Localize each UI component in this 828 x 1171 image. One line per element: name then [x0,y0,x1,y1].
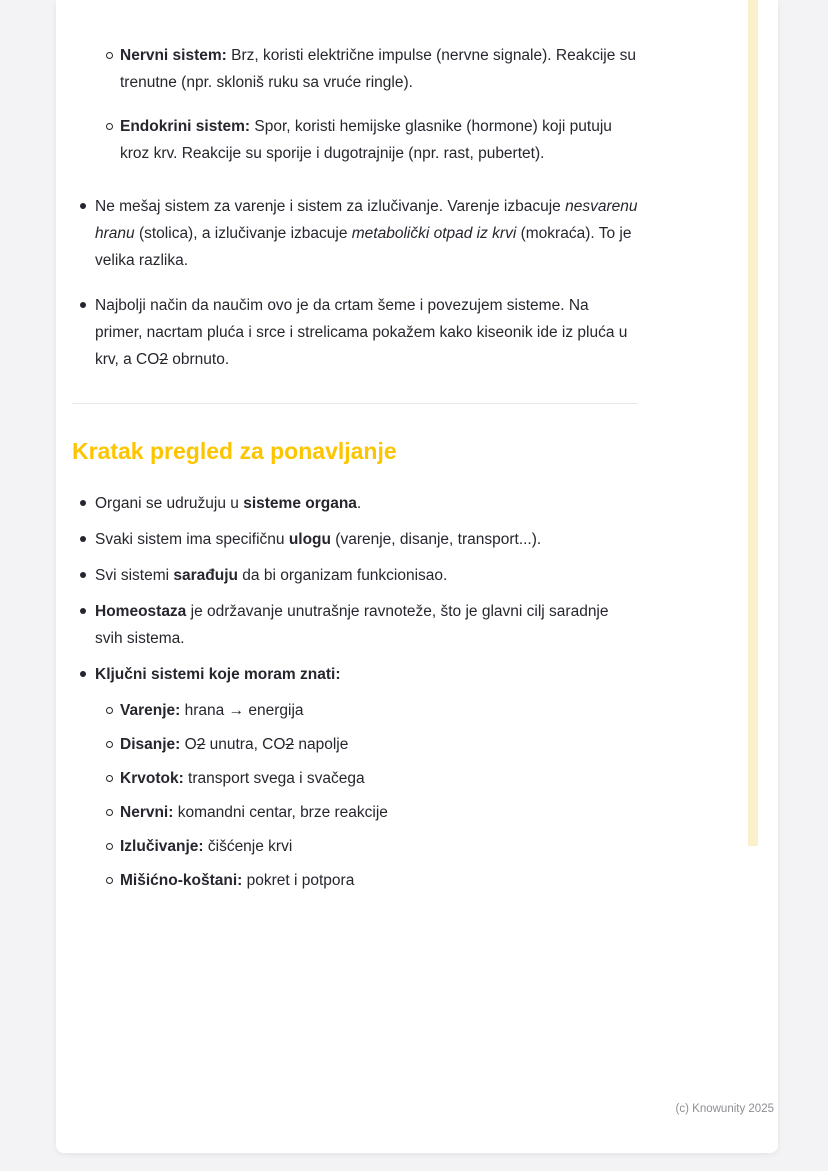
list-item [72,731,638,758]
circle-bullet-icon [106,809,113,816]
list-item [72,598,638,652]
circle-bullet-icon [106,741,113,748]
term: Nervni: [120,804,174,821]
term: Izlučivanje: [120,838,204,855]
bullet-icon [80,572,86,578]
list-item-text [95,490,638,517]
page-content [72,42,638,901]
text: obrnuto. [167,351,230,368]
circle-bullet-icon [106,775,113,782]
list-item-text [120,765,638,792]
text: čišćenje krvi [203,838,293,855]
text: unutra, CO [205,736,286,753]
text: O [180,736,197,753]
circle-bullet-icon [106,123,113,130]
term: sarađuju [173,567,238,584]
key-systems-list [72,697,638,894]
tips-list [72,193,638,373]
list-item [72,799,638,826]
text: Spor, koristi hemijske glasnike (hormone) koji putuju kroz krv. Reakcije su sporije i dugotrajnije (npr. rast, pubertet). [120,118,612,162]
list-item [72,526,638,553]
italic-text: metabolički otpad iz krvi [351,225,517,242]
italic-text: nesvarenu hranu [95,198,638,242]
bullet-icon [80,608,86,614]
list-item [72,833,638,860]
term: Homeostaza [95,603,187,620]
list-item [72,867,638,894]
list-item-text [120,799,638,826]
text: hrana → energija [180,702,304,719]
term: Mišićno-koštani: [120,872,243,889]
list-item-text [95,193,638,274]
text: Ne mešaj sistem za varenje i sistem za izlučivanje. Varenje izbacuje [95,198,566,215]
text: (varenje, disanje, transport...). [331,531,542,548]
circle-bullet-icon [106,843,113,850]
text: Svaki sistem ima specifičnu [95,531,289,548]
circle-bullet-icon [106,52,113,59]
section-divider [72,403,638,404]
document-page [56,0,778,1153]
list-item [72,193,638,274]
review-list [72,490,638,688]
text: je održavanje unutrašnje ravnoteže, što je glavni cilj saradnje svih sistema. [95,603,609,647]
bullet-icon [80,203,86,209]
subscript-two: 2 [285,736,295,753]
text: komandni centar, brze reakcije [173,804,388,821]
list-item [72,765,638,792]
circle-bullet-icon [106,707,113,714]
list-item-text [120,867,638,894]
text: . [356,495,362,512]
text: da bi organizam funkcionisao. [237,567,448,584]
text: transport svega i svačega [183,770,365,787]
term: Endokrini sistem: [120,118,251,135]
term: Varenje: [120,702,181,719]
bullet-icon [80,500,86,506]
term: Krvotok: [120,770,184,787]
list-item-text [120,731,638,758]
term: Nervni sistem: [120,47,227,64]
bullet-icon [80,302,86,308]
text: Organi se udružuju u [95,495,244,512]
subscript-two: 2 [159,351,168,368]
text: (mokraća). To je velika razlika. [95,225,632,269]
text: pokret i potpora [242,872,355,889]
term: Disanje: [120,736,181,753]
term: ulogu [288,531,331,548]
list-item-text [120,113,638,167]
circle-bullet-icon [106,877,113,884]
text: Svi sistemi [95,567,174,584]
accent-stripe [748,0,758,846]
list-item [72,292,638,373]
list-item [72,42,638,96]
list-item-text [95,526,638,553]
list-item [72,490,638,517]
footer-credit: (c) Knowunity 2025 [675,1103,774,1115]
bullet-icon [80,671,86,677]
term: sisteme organa [243,495,357,512]
list-item-text [95,292,638,373]
text: napolje [294,736,349,753]
list-item [72,113,638,167]
list-item [72,661,638,688]
section-heading: Kratak pregled za ponavljanje [72,438,397,464]
text: Najbolji način da naučim ovo je da crtam šeme i povezujem sisteme. Na primer, nacrtam pluća i srce i strelicama pokažem kako kiseonik ide iz pluća u krv, a CO [95,297,628,368]
list-item-text [120,833,638,860]
list-item [72,562,638,589]
list-item-text [95,661,638,688]
text: Brz, koristi električne impulse (nervne signale). Reakcije su trenutne (npr. skloniš ruku sa vruće ringle). [120,47,637,91]
list-item-text [95,562,638,589]
list-item-text [120,697,638,724]
text: (stolica), a izlučivanje izbacuje [134,225,352,242]
system-compare-list [72,42,638,167]
list-item-text [95,598,638,652]
term: Ključni sistemi koje moram znati: [95,666,341,683]
list-item-text [120,42,638,96]
subscript-two: 2 [196,736,206,753]
list-item [72,697,638,724]
bullet-icon [80,536,86,542]
